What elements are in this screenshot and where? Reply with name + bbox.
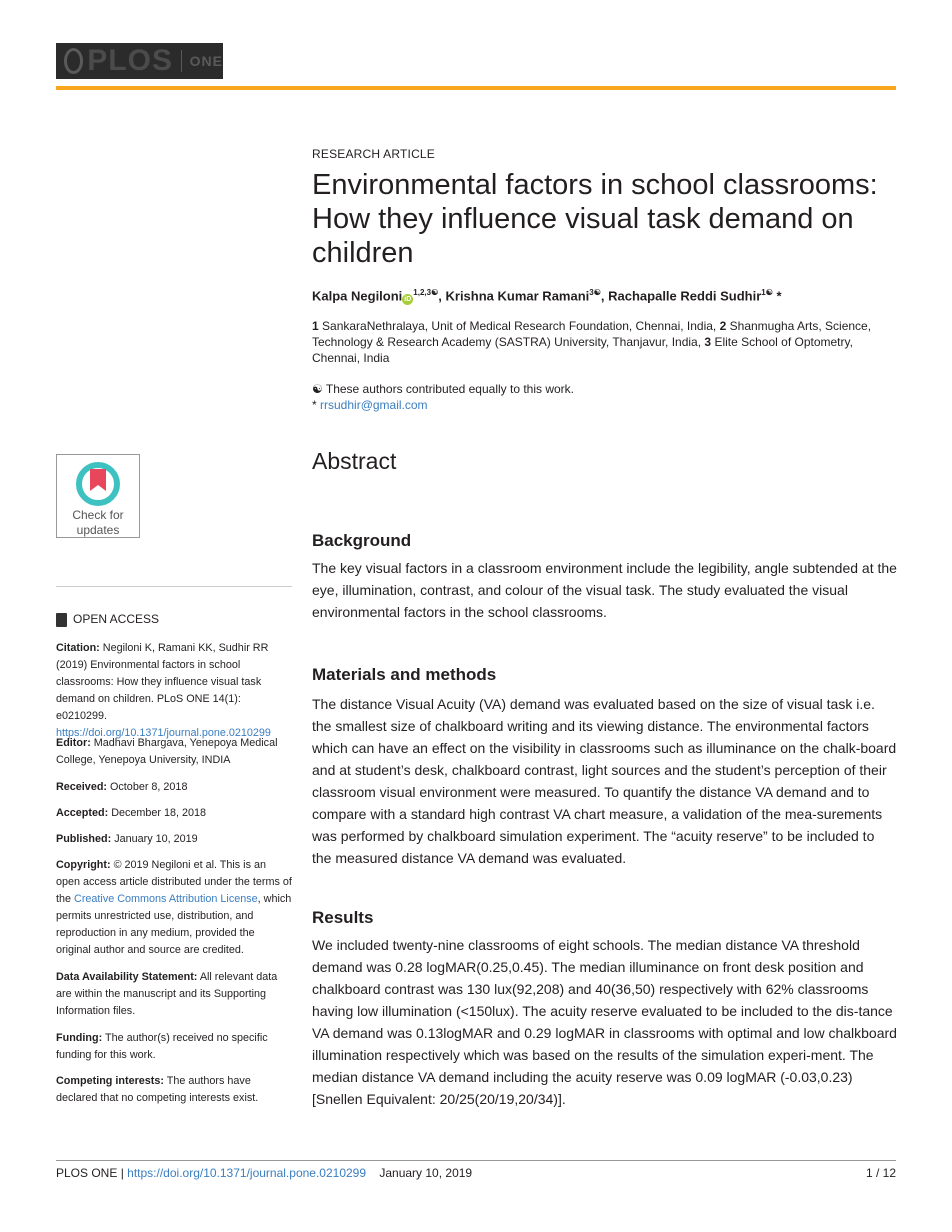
- accepted: [56, 805, 292, 822]
- citation-label: Citation:: [56, 642, 100, 654]
- background-heading: Background: [312, 531, 412, 550]
- funding-text: The author(s) received no specific funding for this work.: [56, 1032, 268, 1061]
- author-notes: ☯ These authors contributed equally to this work. * rrsudhir@gmail.com: [312, 381, 897, 413]
- citation-text: Negiloni K, Ramani KK, Sudhir RR (2019) Environmental factors in school classrooms: How they influence visual task demand on children. PLoS ONE 14(1): e0210299.: [56, 642, 269, 722]
- abstract-heading: Abstract: [312, 448, 397, 474]
- corresponding-email-link[interactable]: rrsudhir@gmail.com: [320, 398, 428, 412]
- author-affil: 1,2,3☯: [413, 288, 439, 297]
- footer-date: January 10, 2019: [379, 1166, 473, 1180]
- article-type: RESEARCH ARTICLE: [312, 147, 436, 161]
- data-text: All relevant data are within the manuscript and its Supporting Information files.: [56, 971, 278, 1017]
- citation-doi-link[interactable]: https://doi.org/10.1371/journal.pone.0210299: [56, 727, 271, 739]
- received: [56, 779, 292, 796]
- author-affil: 3☯: [589, 288, 601, 297]
- affiliation-1: SankaraNethralaya, Unit of Medical Research Foundation, Chennai, India,: [322, 319, 717, 333]
- affiliation-2: Shanmugha Arts, Science, Technology & Research Academy (SASTRA) University, Thanjavur, India,: [312, 319, 872, 349]
- copyright-label: Copyright:: [56, 859, 111, 871]
- received-date: October 8, 2018: [110, 781, 188, 793]
- author-name: Krishna Kumar Ramani: [445, 288, 590, 304]
- open-access-label: OPEN ACCESS: [73, 612, 160, 626]
- published-date: January 10, 2019: [114, 833, 198, 845]
- funding-label: Funding:: [56, 1032, 103, 1044]
- competing-text: The authors have declared that no competing interests exist.: [56, 1075, 259, 1104]
- published: [56, 831, 292, 848]
- header-rule: [56, 86, 896, 90]
- funding: [56, 1030, 292, 1064]
- author-name: Kalpa Negiloni: [312, 288, 403, 304]
- corresponding-mark: *: [776, 288, 782, 304]
- open-lock-icon: [56, 613, 67, 627]
- check-for-updates-badge[interactable]: [56, 454, 140, 538]
- copyright-text: © 2019 Negiloni et al. This is an open access article distributed under the terms of the: [56, 859, 292, 905]
- affiliations: 1 SankaraNethralaya, Unit of Medical Research Foundation, Chennai, India, 2 Shanmugha Arts, Science, Technology & Research Academy (SASTRA) University, Thanjavur, India, 3 Elite School of Optometry, Chennai, India: [312, 319, 872, 365]
- plos-logo: [56, 43, 223, 79]
- author-list: Kalpa Negiloni $iD^{1,2,3☯}$, Krishna Kumar Ramani$^{3☯}$, Rachapalle Reddi Sudhir$^{1☯}$ *: [312, 288, 782, 304]
- data-label: Data Availability Statement:: [56, 971, 198, 983]
- copyright: [56, 857, 292, 959]
- plos-logo-icon: [64, 48, 83, 74]
- methods-text: The distance Visual Acuity (VA) demand was evaluated based on the size of visual task i.e. the smallest size of chalkboard writing and its viewing distance. The environmental factors which can have an effect on the visibility in classrooms such as illuminance on the chalk-board and at student’s desk, chalkboard contrast, light sources and the student’s perception of their classroom visual environment were measured. To quantify the distance VA demand and to compare with a standard high contrast VA chart measure, a validation of the mea-surements was performed by chalkboard simulation experiment. The “acuity reserve” to be included to the measured distance VA demand was evaluated.: [312, 696, 897, 866]
- article-title: Environmental factors in school classrooms: How they influence visual task demand on children: [312, 169, 878, 269]
- crossmark-icon: [75, 461, 121, 507]
- badge-line2: updates: [76, 523, 120, 537]
- license-link[interactable]: Creative Commons Attribution License: [74, 893, 258, 905]
- results-text: We included twenty-nine classrooms of eight schools. The median distance VA threshold demand was 0.28 logMAR(0.25,0.45). The median illuminance on front desk position and chalkboard contrast was 130 lux(92,208) and 40(36,50) respectively with 62% classrooms having low illumination (<150lux). The acuity reserve evaluated to be included to the dis-tance VA demand was 0.13logMAR and 0.29 logMAR in classrooms with optimal and low chalkboard illumination respectively which was based on the results of the simulation experi-ment. The median distance VA demand including the acuity reserve was 0.09 logMAR (-0.03,0.23) [Snellen Equivalent: 20/25(20/19,20/34)].: [312, 937, 897, 1107]
- background-text: The key visual factors in a classroom environment include the legibility, angle subtended at the eye, illumination, contrast, and colour of the visual task. The study evaluated the visual environmental factors in the school classrooms.: [312, 560, 897, 620]
- editor-text: Madhavi Bhargava, Yenepoya Medical College, Yenepoya University, INDIA: [56, 737, 278, 766]
- equal-contribution-note: ☯ These authors contributed equally to this work.: [312, 382, 575, 396]
- citation: [56, 640, 292, 742]
- logo-sub: ONE: [189, 53, 223, 69]
- open-access: [56, 611, 292, 628]
- results-heading: Results: [312, 908, 374, 927]
- accepted-label: Accepted:: [56, 807, 109, 819]
- orcid-icon[interactable]: iD: [404, 296, 412, 304]
- author-affil: 1☯: [761, 288, 773, 297]
- footer-doi-link[interactable]: https://doi.org/10.1371/journal.pone.0210299: [127, 1166, 367, 1180]
- footer-rule: [56, 1160, 896, 1161]
- author-name: Rachapalle Reddi Sudhir: [608, 288, 762, 304]
- copyright-text-cont: , which permits unrestricted use, distribution, and reproduction in any medium, provided the original author and source are credited.: [56, 893, 292, 956]
- received-label: Received:: [56, 781, 108, 793]
- data-availability: [56, 969, 292, 1020]
- badge-line1: Check for: [72, 508, 124, 522]
- footer-journal: PLOS ONE |: [56, 1166, 124, 1180]
- competing-interests: [56, 1073, 292, 1107]
- competing-label: Competing interests:: [56, 1075, 164, 1087]
- logo-text: PLOS: [87, 44, 173, 77]
- page-number: 1 / 12: [865, 1166, 896, 1180]
- editor-label: Editor:: [56, 737, 91, 749]
- logo-separator: [181, 50, 182, 72]
- editor: [56, 735, 292, 769]
- page-footer: [56, 1166, 896, 1180]
- accepted-date: December 18, 2018: [111, 807, 207, 819]
- methods-heading: Materials and methods: [312, 665, 497, 684]
- sidebar-rule: [56, 586, 292, 587]
- affiliation-3: Elite School of Optometry, Chennai, India: [312, 335, 853, 365]
- published-label: Published:: [56, 833, 112, 845]
